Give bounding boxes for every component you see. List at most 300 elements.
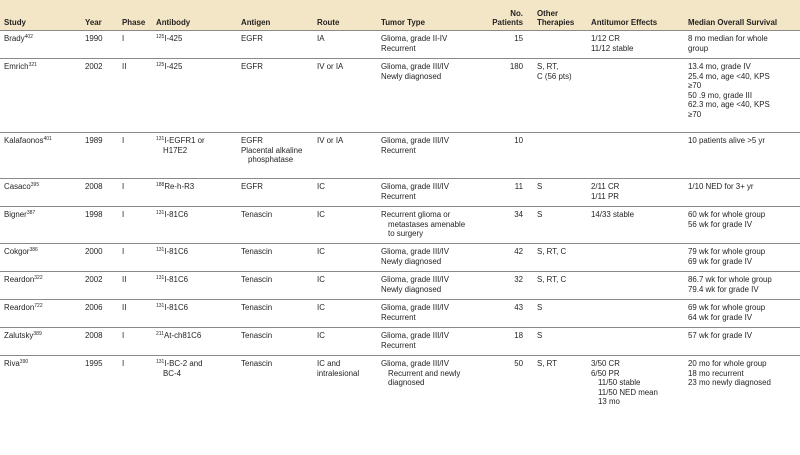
isotope-mass-number: 131 (156, 247, 165, 253)
table-row (0, 133, 800, 179)
study-name: Zalutsky (4, 331, 34, 340)
antibody-line (156, 146, 234, 156)
phase-value: I (122, 359, 125, 368)
effects-line: 11/50 stable (598, 378, 641, 388)
table-row (0, 328, 800, 356)
header-year: Year (81, 0, 118, 31)
study-name: Reardon (4, 275, 35, 284)
median-survival-cell (684, 356, 800, 408)
survival-line: 20 mo for whole group (688, 359, 767, 368)
route-line: IC (317, 275, 325, 284)
route-cell (313, 356, 377, 408)
phase-cell (118, 207, 152, 244)
header-no-patients-line-2: Patients (492, 18, 523, 28)
tumor-line: Glioma, grade III/IV (381, 136, 449, 145)
year-value: 1990 (85, 34, 103, 43)
study-name: Brady (4, 34, 25, 43)
study-cell (0, 244, 81, 272)
antibody-cell (152, 272, 237, 300)
phase-cell (118, 300, 152, 328)
reference-number: 389 (33, 331, 42, 337)
survival-line: 18 mo recurrent (688, 368, 744, 378)
study-name: Riva (4, 359, 20, 368)
study-cell (0, 300, 81, 328)
reference-number: 386 (29, 247, 38, 253)
effects-line: 2/11 CR (591, 182, 620, 191)
effects-line: 3/50 CR (591, 359, 620, 368)
median-survival-cell (684, 244, 800, 272)
survival-line: 79.4 wk for grade IV (688, 284, 759, 294)
antibody-cell (152, 179, 237, 207)
antibody-line (156, 34, 234, 44)
route-line: IV or IA (317, 62, 344, 71)
table-row (0, 59, 800, 133)
year-value: 1989 (85, 136, 103, 145)
therapies-line: S, RT, C (537, 275, 567, 284)
year-cell (81, 328, 118, 356)
reference-number: 722 (34, 303, 43, 309)
year-cell (81, 59, 118, 133)
table-row (0, 207, 800, 244)
patients-cell (484, 133, 533, 179)
isotope-mass-number: 131 (156, 303, 165, 309)
study-cell (0, 179, 81, 207)
phase-cell (118, 133, 152, 179)
reference-number: 402 (24, 34, 33, 40)
other-therapies-cell (533, 31, 587, 59)
other-therapies-cell (533, 59, 587, 133)
antibody-line (156, 303, 234, 313)
tumor-line: Glioma, grade III/IV (381, 359, 449, 368)
antigen-cell (237, 356, 313, 408)
antibody-text: I-81C6 (164, 247, 189, 256)
header-no-patients (484, 0, 533, 31)
patients-value: 42 (514, 247, 523, 256)
table-row (0, 300, 800, 328)
isotope-mass-number: 131 (156, 136, 165, 142)
phase-value: I (122, 136, 125, 145)
antigen-line: EGFR (241, 62, 263, 71)
effects-line: 1/12 CR (591, 34, 620, 43)
antigen-cell (237, 272, 313, 300)
tumor-line: Recurrent (381, 312, 416, 322)
patients-value: 10 (514, 136, 523, 145)
isotope-mass-number: 131 (156, 210, 165, 216)
antibody-cell (152, 328, 237, 356)
antibody-text: I-425 (164, 62, 183, 71)
antigen-cell (237, 328, 313, 356)
year-value: 1995 (85, 359, 103, 368)
antibody-line (156, 247, 234, 257)
year-cell (81, 244, 118, 272)
therapies-line: S, RT, C (537, 247, 567, 256)
isotope-mass-number: 131 (156, 359, 165, 365)
header-tumor-type: Tumor Type (377, 0, 484, 31)
tumor-line: Newly diagnosed (381, 71, 442, 81)
year-cell (81, 272, 118, 300)
study-cell (0, 328, 81, 356)
tumor-line: Glioma, grade III/IV (381, 247, 449, 256)
phase-value: I (122, 331, 125, 340)
tumor-type-cell (377, 207, 484, 244)
antitumor-effects-cell (587, 272, 684, 300)
antigen-line: Tenascin (241, 275, 273, 284)
route-cell (313, 244, 377, 272)
route-line: IA (317, 34, 325, 43)
isotope-mass-number: 125 (156, 62, 165, 68)
header-route: Route (313, 0, 377, 31)
phase-value: I (122, 182, 125, 191)
antibody-line (156, 62, 234, 72)
header-other-therapies (533, 0, 587, 31)
header-phase: Phase (118, 0, 152, 31)
route-line: IC and (317, 359, 341, 368)
median-survival-cell (684, 59, 800, 133)
phase-cell (118, 31, 152, 59)
tumor-type-cell (377, 179, 484, 207)
patients-cell (484, 356, 533, 408)
patients-value: 18 (514, 331, 523, 340)
study-cell (0, 272, 81, 300)
patients-value: 43 (514, 303, 523, 312)
year-value: 2008 (85, 331, 103, 340)
tumor-line: diagnosed (388, 378, 425, 388)
year-value: 2008 (85, 182, 103, 191)
patients-cell (484, 31, 533, 59)
survival-line: 69 wk for grade IV (688, 256, 753, 266)
other-therapies-cell (533, 300, 587, 328)
antibody-line (156, 136, 234, 146)
median-survival-cell (684, 272, 800, 300)
other-therapies-cell (533, 207, 587, 244)
survival-line: 1/10 NED for 3+ yr (688, 182, 754, 191)
tumor-line: Newly diagnosed (381, 284, 442, 294)
route-cell (313, 133, 377, 179)
effects-line: 11/50 NED mean (598, 387, 658, 397)
tumor-type-cell (377, 356, 484, 408)
table-row (0, 179, 800, 207)
tumor-type-cell (377, 328, 484, 356)
antibody-text: I-EGFR1 or (164, 136, 205, 145)
study-name: Reardon (4, 303, 35, 312)
isotope-mass-number: 125 (156, 34, 165, 40)
tumor-line: Glioma, grade III/IV (381, 331, 449, 340)
tumor-line: Recurrent (381, 340, 416, 350)
patients-cell (484, 244, 533, 272)
route-cell (313, 272, 377, 300)
antibody-text: H17E2 (163, 145, 188, 155)
effects-line: 6/50 PR (591, 368, 620, 378)
other-therapies-cell (533, 244, 587, 272)
phase-value: I (122, 210, 125, 219)
phase-cell (118, 328, 152, 356)
antigen-line: Tenascin (241, 359, 273, 368)
antibody-cell (152, 300, 237, 328)
antigen-line: Tenascin (241, 210, 273, 219)
patients-cell (484, 207, 533, 244)
reference-number: 322 (34, 275, 43, 281)
tumor-line: Recurrent (381, 191, 416, 201)
median-survival-cell (684, 328, 800, 356)
other-therapies-cell (533, 356, 587, 408)
study-name: Casaco (4, 182, 31, 191)
patients-cell (484, 328, 533, 356)
antibody-cell (152, 59, 237, 133)
phase-value: I (122, 247, 125, 256)
study-cell (0, 133, 81, 179)
patients-cell (484, 59, 533, 133)
antitumor-effects-cell (587, 207, 684, 244)
reference-number: 395 (30, 182, 40, 188)
header-other-therapies-line-1: Other (537, 8, 559, 18)
table-row (0, 356, 800, 408)
tumor-line: Newly diagnosed (381, 256, 442, 266)
tumor-type-cell (377, 300, 484, 328)
effects-line: 14/33 stable (591, 210, 634, 219)
effects-line: 1/11 PR (591, 191, 619, 201)
route-cell (313, 300, 377, 328)
median-survival-cell (684, 31, 800, 59)
phase-value: II (122, 62, 127, 71)
tumor-type-cell (377, 272, 484, 300)
survival-line: ≥70 (688, 81, 702, 91)
antigen-line: EGFR (241, 182, 263, 191)
year-cell (81, 300, 118, 328)
study-name: Cokgor (4, 247, 30, 256)
median-survival-cell (684, 133, 800, 179)
patients-cell (484, 300, 533, 328)
antibody-text: I-81C6 (164, 210, 189, 219)
antibody-line (156, 359, 234, 369)
phase-cell (118, 59, 152, 133)
survival-line: group (688, 43, 709, 53)
survival-line: 62.3 mo, age <40, KPS (688, 100, 770, 110)
survival-line: 56 wk for grade IV (688, 219, 753, 229)
therapies-line: S (537, 303, 543, 312)
median-survival-cell (684, 179, 800, 207)
isotope-mass-number: 131 (156, 275, 165, 281)
antibody-line (156, 275, 234, 285)
study-name: Kalafaonos (4, 136, 44, 145)
antitumor-effects-cell (587, 300, 684, 328)
route-cell (313, 59, 377, 133)
header-antibody: Antibody (152, 0, 237, 31)
therapies-line: S (537, 210, 543, 219)
isotope-mass-number: 211 (156, 331, 164, 337)
route-line: IC (317, 247, 325, 256)
isotope-mass-number: 188 (156, 182, 165, 188)
year-value: 2006 (85, 303, 103, 312)
therapies-line: S (537, 182, 543, 191)
header-median-overall-survival: Median Overall Survival (684, 0, 800, 31)
year-cell (81, 31, 118, 59)
antitumor-effects-cell (587, 31, 684, 59)
other-therapies-cell (533, 328, 587, 356)
antigen-line: phosphatase (248, 155, 294, 165)
therapies-line: C (56 pts) (537, 71, 572, 81)
antibody-line (156, 210, 234, 220)
antigen-line: Tenascin (241, 303, 273, 312)
reference-number: 387 (26, 210, 36, 216)
antitumor-effects-cell (587, 244, 684, 272)
route-line: IV or IA (317, 136, 344, 145)
antibody-text: At-ch81C6 (163, 331, 202, 340)
antigen-cell (237, 133, 313, 179)
tumor-line: Recurrent glioma or (381, 210, 451, 219)
route-cell (313, 179, 377, 207)
phase-cell (118, 179, 152, 207)
phase-cell (118, 244, 152, 272)
antigen-cell (237, 300, 313, 328)
tumor-line: Glioma, grade III/IV (381, 182, 449, 191)
header-antitumor-effects: Antitumor Effects (587, 0, 684, 31)
survival-line: 25.4 mo, age <40, KPS (688, 71, 770, 81)
survival-line: 64 wk for grade IV (688, 312, 753, 322)
antibody-text: I-81C6 (164, 303, 189, 312)
antigen-cell (237, 31, 313, 59)
patients-cell (484, 179, 533, 207)
route-cell (313, 31, 377, 59)
tumor-line: metastases amenable (388, 219, 466, 229)
antitumor-effects-cell (587, 133, 684, 179)
route-cell (313, 207, 377, 244)
survival-line: 50 .9 mo, grade III (688, 90, 753, 100)
antibody-line (156, 182, 234, 192)
year-value: 2000 (85, 247, 103, 256)
reference-number: 321 (28, 62, 37, 68)
reference-number: 401 (43, 136, 52, 142)
antibody-text: Re-h-R3 (164, 182, 195, 191)
survival-line: 79 wk for whole group (688, 247, 766, 256)
year-value: 2002 (85, 62, 103, 71)
year-value: 2002 (85, 275, 103, 284)
table-row (0, 244, 800, 272)
year-value: 1998 (85, 210, 103, 219)
phase-cell (118, 356, 152, 408)
year-cell (81, 133, 118, 179)
tumor-type-cell (377, 31, 484, 59)
therapies-line: S, RT (537, 359, 558, 368)
antigen-cell (237, 207, 313, 244)
antibody-cell (152, 207, 237, 244)
antigen-line: EGFR (241, 136, 263, 145)
other-therapies-cell (533, 133, 587, 179)
study-cell (0, 207, 81, 244)
antigen-line: Tenascin (241, 331, 273, 340)
phase-cell (118, 272, 152, 300)
other-therapies-cell (533, 272, 587, 300)
year-cell (81, 179, 118, 207)
survival-line: 60 wk for whole group (688, 210, 766, 219)
effects-line: 13 mo (598, 397, 620, 407)
tumor-line: Glioma, grade II-IV (381, 34, 448, 43)
route-line: IC (317, 331, 325, 340)
survival-line: 8 mo median for whole (688, 34, 768, 43)
tumor-line: Recurrent (381, 145, 416, 155)
survival-line: 57 wk for grade IV (688, 331, 753, 340)
antibody-cell (152, 31, 237, 59)
patients-value: 34 (514, 210, 523, 219)
patients-value: 11 (514, 182, 523, 191)
tumor-type-cell (377, 59, 484, 133)
survival-line: 86.7 wk for whole group (688, 275, 772, 284)
tumor-line: Glioma, grade III/IV (381, 62, 449, 71)
header-antigen: Antigen (237, 0, 313, 31)
antibody-text: I-425 (164, 34, 183, 43)
survival-line: 10 patients alive >5 yr (688, 136, 765, 145)
survival-line: 69 wk for whole group (688, 303, 766, 312)
table-body (0, 31, 800, 408)
year-cell (81, 207, 118, 244)
table-row (0, 272, 800, 300)
tumor-line: Recurrent (381, 43, 416, 53)
antitumor-effects-cell (587, 356, 684, 408)
route-line: IC (317, 303, 325, 312)
antibody-text: I-81C6 (164, 275, 189, 284)
patients-value: 50 (514, 359, 523, 368)
route-line: IC (317, 182, 325, 191)
antibody-text: BC-4 (163, 368, 181, 378)
tumor-type-cell (377, 244, 484, 272)
median-survival-cell (684, 300, 800, 328)
study-name: Emrich (4, 62, 29, 71)
patients-value: 32 (514, 275, 523, 284)
year-cell (81, 356, 118, 408)
tumor-line: Glioma, grade III/IV (381, 303, 449, 312)
antigen-cell (237, 244, 313, 272)
survival-line: ≥70 (688, 109, 702, 119)
phase-value: II (122, 275, 127, 284)
study-cell (0, 356, 81, 408)
tumor-line: to surgery (388, 229, 424, 239)
table-row (0, 31, 800, 59)
antigen-line: EGFR (241, 34, 263, 43)
route-cell (313, 328, 377, 356)
antitumor-effects-cell (587, 179, 684, 207)
therapies-line: S, RT, (537, 62, 559, 71)
study-cell (0, 31, 81, 59)
patients-value: 180 (509, 62, 523, 71)
antitumor-effects-cell (587, 328, 684, 356)
antibody-line (156, 331, 234, 341)
header-row (0, 0, 800, 31)
survival-line: 23 mo newly diagnosed (688, 378, 771, 388)
antigen-cell (237, 179, 313, 207)
study-name: Bigner (4, 210, 27, 219)
antitumor-effects-cell (587, 59, 684, 133)
header-other-therapies-line-2: Therapies (537, 18, 575, 28)
route-line: intralesional (317, 368, 360, 378)
tumor-line: Glioma, grade III/IV (381, 275, 449, 284)
tumor-line: Recurrent and newly (388, 368, 461, 378)
study-cell (0, 59, 81, 133)
effects-line: 11/12 stable (591, 43, 634, 53)
antigen-line: Tenascin (241, 247, 273, 256)
phase-value: I (122, 34, 125, 43)
antibody-line (156, 369, 234, 379)
phase-value: II (122, 303, 127, 312)
reference-number: 390 (19, 359, 29, 365)
antibody-cell (152, 133, 237, 179)
median-survival-cell (684, 207, 800, 244)
patients-cell (484, 272, 533, 300)
header-study: Study (0, 0, 81, 31)
header-no-patients-line-1: No. (510, 8, 523, 18)
tumor-type-cell (377, 133, 484, 179)
antigen-cell (237, 59, 313, 133)
route-line: IC (317, 210, 325, 219)
patients-value: 15 (514, 34, 523, 43)
